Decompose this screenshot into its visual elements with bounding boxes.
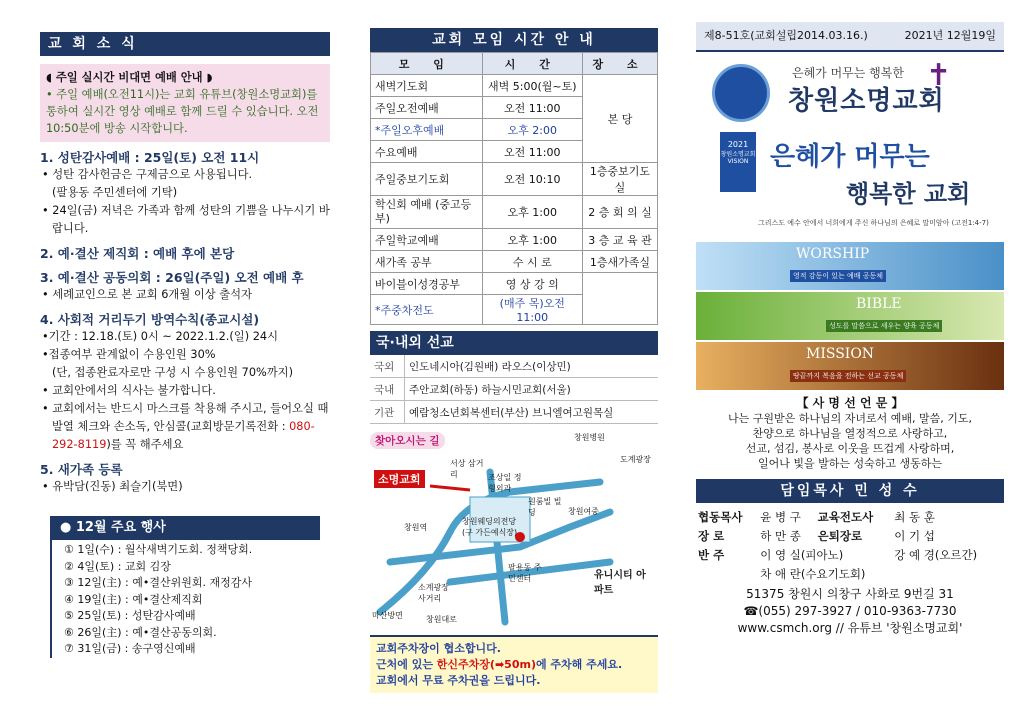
col-header: 모 임 bbox=[371, 53, 483, 75]
meeting-name: *주중차전도 bbox=[371, 295, 483, 325]
event-item: ② 4일(토) : 교회 김장 bbox=[64, 559, 171, 573]
staff-role: 반 주 bbox=[698, 547, 725, 562]
notice-title: ◖ 주일 실시간 비대면 예배 안내 ◗ bbox=[46, 71, 213, 84]
mission-type: 기관 bbox=[370, 401, 405, 424]
map-label: 창원역 bbox=[404, 523, 428, 532]
event-item: ① 1일(수) : 월삭새벽기도회. 정책당회. bbox=[64, 543, 253, 556]
meeting-time: 오후 2:00 bbox=[482, 119, 582, 141]
banner-title: BIBLE bbox=[856, 296, 902, 312]
vision-verse: 그리스도 예수 안에서 너희에게 주신 하나님의 은혜로 말미암아 (고전1:4-7) bbox=[758, 219, 989, 227]
map-title: 찾아오시는 길 bbox=[370, 432, 445, 449]
map-label: 유니시티 아파트 bbox=[594, 570, 646, 596]
meeting-place: 본 당 bbox=[583, 75, 658, 163]
vision-sub: 창원소명교회 VISION bbox=[720, 151, 756, 165]
meeting-place: 1층중보기도실 bbox=[583, 163, 658, 196]
meeting-name: 새가족 공부 bbox=[371, 251, 483, 273]
church-info-column bbox=[696, 22, 1004, 637]
staff-role: 장 로 bbox=[698, 528, 725, 543]
vision-line-2: 행복한 교회 bbox=[846, 180, 971, 208]
meeting-time: 오전 11:00 bbox=[482, 141, 582, 163]
mission-table bbox=[370, 355, 658, 424]
event-item: ⑦ 31일(금) : 송구영신예배 bbox=[64, 642, 196, 655]
vision-line-1: 은혜가 머무는 bbox=[770, 142, 930, 172]
mask-notice: • 교회에서는 반드시 마스크를 착용해 주시고, 들어오실 때 발열 체크와 손소독, 안심콜(교회방문기록전화 : bbox=[42, 402, 329, 433]
meeting-place: 3 층 교 육 관 bbox=[583, 229, 658, 251]
church-news-header: 교 회 소 식 bbox=[40, 32, 330, 56]
mission-declaration bbox=[696, 411, 1004, 471]
staff-name: 차 애 란(수요기도회) bbox=[760, 566, 866, 581]
staff-role: 교육전도사 bbox=[817, 509, 874, 524]
item-4-line: (단, 접종완료자로만 구성 시 수용인원 70%까지) bbox=[52, 366, 293, 379]
map-label: 마산방면 bbox=[372, 611, 403, 620]
issue-number: 제8-51호(교회설립2014.03.16.) bbox=[704, 29, 868, 42]
item-1-line: • 24일(금) 저녁은 가족과 함께 성탄의 기쁨을 나누시기 바랍니다. bbox=[42, 204, 330, 235]
church-news-column bbox=[40, 22, 330, 658]
schedule-header: 교회 모임 시간 안 내 bbox=[370, 28, 658, 52]
banner-title: WORSHIP bbox=[796, 246, 870, 262]
meeting-time: (매주 목)오전11:00 bbox=[482, 295, 582, 325]
church-logo-area bbox=[696, 58, 1004, 118]
banner-subtitle: 영적 감동이 있는 예배 공동체 bbox=[790, 270, 886, 282]
item-2-title: 2. 예·결산 제직회 : 예배 후에 본당 bbox=[40, 246, 235, 261]
meeting-time: 오후 1:00 bbox=[482, 229, 582, 251]
map-label: 도계광장 bbox=[620, 455, 651, 464]
staff-name: 이 기 섭 bbox=[894, 528, 935, 543]
church-tagline: 은혜가 머무는 행복한 bbox=[792, 66, 904, 80]
mission-banner bbox=[696, 342, 1004, 390]
issue-strip bbox=[696, 22, 1004, 52]
december-events-list bbox=[50, 540, 320, 658]
parking-line: 교회주차장이 협소합니다. bbox=[376, 642, 501, 655]
pastor-header: 담임목사 민 성 수 bbox=[696, 479, 1004, 503]
map-label: 조상일 정형외과 bbox=[488, 473, 522, 493]
mission-target: 예람청소년회복센터(부산) 브니엘여고원목실 bbox=[405, 401, 659, 424]
banner-subtitle: 성도를 말씀으로 세우는 양육 공동체 bbox=[826, 320, 942, 332]
meeting-name: 학신회 예배 (중고등부) bbox=[371, 196, 483, 229]
vision-banners bbox=[696, 242, 1004, 390]
item-3-line: • 세례교인으로 본 교회 6개월 이상 출석자 bbox=[42, 288, 253, 301]
col-header: 시 간 bbox=[482, 53, 582, 75]
meeting-time: 영 상 강 의 bbox=[482, 273, 582, 295]
bible-banner bbox=[696, 292, 1004, 340]
banner-title: MISSION bbox=[806, 346, 875, 362]
item-4-line: •접종여부 관계없이 수용인원 30% bbox=[42, 348, 216, 361]
church-address: 51375 창원시 의창구 사화로 9번길 31 bbox=[746, 587, 954, 601]
december-events-header: ● 12월 주요 행사 bbox=[50, 516, 320, 540]
meeting-time: 오전 10:10 bbox=[482, 163, 582, 196]
online-worship-notice bbox=[40, 64, 330, 142]
map-label: 원룸빌 빌딩 bbox=[528, 497, 562, 517]
worship-banner bbox=[696, 242, 1004, 290]
event-item: ④ 19일(主) : 예•결산제직회 bbox=[64, 592, 203, 606]
map-label: 팔용동 주민센터 bbox=[508, 563, 542, 583]
staff-name: 하 만 종 bbox=[760, 528, 801, 543]
item-4-title: 4. 사회적 거리두기 방역수칙(종교시설) bbox=[40, 312, 260, 327]
item-1-line: • 성탄 감사헌금은 구제금으로 사용됩니다. bbox=[42, 168, 253, 181]
item-5-line: • 유박담(진동) 최슬기(북면) bbox=[42, 480, 183, 493]
item-1-title: 1. 성탄감사예배 : 25일(토) 오전 11시 bbox=[40, 150, 260, 165]
meeting-name: 주일오전예배 bbox=[371, 97, 483, 119]
schedule-table bbox=[370, 52, 658, 325]
declaration-line: 나는 구원받은 하나님의 자녀로서 예배, 말씀, 기도, bbox=[728, 412, 972, 425]
event-item: ⑤ 25일(토) : 성탄감사예배 bbox=[64, 609, 196, 622]
staff-role: 은퇴장로 bbox=[817, 528, 863, 543]
item-4-line: •기간 : 12.18.(토) 0시 ~ 2022.1.2.(일) 24시 bbox=[42, 330, 278, 343]
meeting-place: 1층새가족실 bbox=[583, 251, 658, 273]
mask-notice-tail: )를 꼭 해주세요 bbox=[106, 438, 184, 451]
vision-badge bbox=[720, 132, 756, 192]
meeting-name: 바이블이성경공부 bbox=[371, 273, 483, 295]
meeting-name: 주일학교예배 bbox=[371, 229, 483, 251]
staff-name: 강 예 경(오르간) bbox=[894, 547, 978, 562]
church-map-label: 소명교회 bbox=[374, 470, 425, 488]
meeting-time: 새벽 5:00(월~토) bbox=[482, 75, 582, 97]
staff-name: 최 동 훈 bbox=[894, 509, 935, 524]
parking-notice bbox=[370, 635, 658, 693]
parking-line: 근처에 있는 한신주차장(➡50m)에 주차해 주세요. bbox=[376, 658, 623, 671]
directions-map bbox=[370, 430, 658, 635]
map-label: 창원여중 bbox=[568, 507, 599, 516]
staff-role: 협동목사 bbox=[698, 509, 743, 524]
meeting-time: 수 시 로 bbox=[482, 251, 582, 273]
item-4-line: • 교회안에서의 식사는 불가합니다. bbox=[42, 384, 216, 397]
schedule-column bbox=[370, 22, 658, 693]
declaration-line: 선교, 섬김, 봉사로 이웃을 뜨겁게 사랑하며, bbox=[745, 442, 955, 455]
meeting-name: 주일중보기도회 bbox=[371, 163, 483, 196]
meeting-name: 수요예배 bbox=[371, 141, 483, 163]
declaration-line: 일어나 빛을 발하는 성숙하고 생동하는 bbox=[757, 457, 942, 470]
map-label: 창원대로 bbox=[426, 615, 457, 624]
church-website[interactable]: www.csmch.org // 유튜브 '창원소명교회' bbox=[737, 621, 963, 635]
issue-date: 2021년 12월19일 bbox=[904, 29, 996, 42]
event-item: ⑥ 26일(主) : 예•결산공동의회. bbox=[64, 625, 217, 639]
meeting-time: 오후 1:00 bbox=[482, 196, 582, 229]
notice-body: • 주일 예배(오전11시)는 교회 유튜브(창원소명교회)를 통하여 실시간 영상 예배로 함께 드릴 수 있습니다. 오전 10:50분에 방송 시작합니다. bbox=[46, 88, 319, 135]
item-4-line bbox=[40, 400, 330, 454]
meeting-name: 새벽기도회 bbox=[371, 75, 483, 97]
vision-year: 2021 bbox=[727, 140, 749, 149]
mission-header: 국·내외 선교 bbox=[370, 331, 658, 355]
mission-declaration-title: 【 사 명 선 언 문 】 bbox=[796, 396, 904, 410]
map-label: 창원병원 bbox=[574, 433, 605, 442]
church-phone: ☎(055) 297-3927 / 010-9363-7730 bbox=[743, 604, 957, 618]
church-seal-icon bbox=[712, 64, 770, 122]
item-3-title: 3. 예·결산 공동의회 : 26일(주일) 오전 예배 후 bbox=[40, 270, 304, 285]
meeting-time: 오전 11:00 bbox=[482, 97, 582, 119]
cross-icon: ✝ bbox=[926, 58, 952, 93]
mission-type: 국외 bbox=[370, 355, 405, 378]
church-name: 창원소명교회 bbox=[788, 86, 945, 116]
parking-lot-name: 한신주차장(➡50m) bbox=[436, 658, 536, 671]
map-label: 소계광장 사거리 bbox=[418, 583, 449, 603]
banner-subtitle: 땅끝까지 복음을 전하는 선교 공동체 bbox=[790, 370, 906, 382]
event-item: ③ 12일(主) : 예•결산위원회. 재정감사 bbox=[64, 576, 253, 589]
map-label: 창원웨딩의전당 (구 가든예식장) bbox=[462, 517, 518, 537]
mission-target: 주안교회(하동) 하늘시민교회(서울) bbox=[405, 378, 659, 401]
mission-type: 국내 bbox=[370, 378, 405, 401]
meeting-place: 2 층 회 의 실 bbox=[583, 196, 658, 229]
vision-block bbox=[696, 126, 1004, 236]
map-label: 서상 삼거리 bbox=[450, 459, 484, 479]
parking-line: 교회에서 무료 주차권을 드립니다. bbox=[376, 674, 541, 687]
staff-name: 이 영 실(피아노) bbox=[760, 547, 844, 562]
mission-target: 인도네시아(김원배) 라오스(이상민) bbox=[405, 355, 659, 378]
item-1-line: (팔용동 주민센터에 기탁) bbox=[52, 186, 178, 199]
contact-info bbox=[696, 586, 1004, 637]
staff-name: 윤 병 구 bbox=[760, 509, 801, 524]
declaration-line: 찬양으로 하나님을 열정적으로 사랑하고, bbox=[752, 427, 948, 440]
meeting-place-empty bbox=[583, 273, 658, 325]
staff-table bbox=[696, 507, 1004, 583]
safe-call-number: 080-292-8119 bbox=[52, 420, 315, 451]
col-header: 장 소 bbox=[583, 53, 658, 75]
item-5-title: 5. 새가족 등록 bbox=[40, 462, 123, 477]
meeting-name: *주일오후예배 bbox=[371, 119, 483, 141]
